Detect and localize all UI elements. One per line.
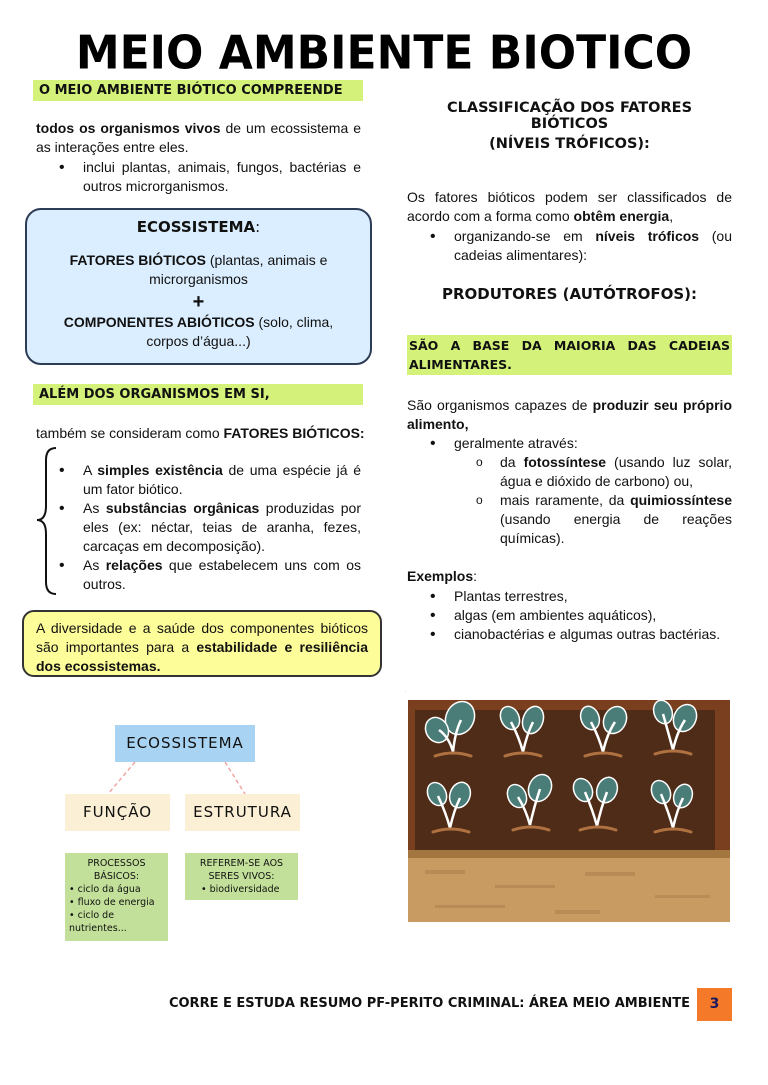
sub-bold: fotossíntese xyxy=(523,454,607,470)
curly-brace-icon xyxy=(34,446,60,596)
classification-heading: CLASSIFICAÇÃO DOS FATORES BIÓTICOS xyxy=(446,100,693,132)
diagram-root: ECOSSISTEMA xyxy=(115,725,255,762)
producers-bold: produzir seu próprio alimento, xyxy=(407,397,732,432)
list-item xyxy=(500,491,732,548)
abiotic-components-rest: (solo, clima, corpos d’água...) xyxy=(146,314,334,349)
processes-list xyxy=(500,453,732,548)
diagram-processes-title: PROCESSOS BÁSICOS: xyxy=(87,858,146,882)
bullet-post: (ou cadeias alimentares): xyxy=(454,228,732,263)
list-item xyxy=(83,461,361,499)
process-item: fluxo de energia xyxy=(77,897,155,908)
factor-post: que estabelecem uns com os outros. xyxy=(83,557,361,592)
factor-post: produzidas por eles (ex: néctar, teias de aranha, fezes, carcaças em decomposição). xyxy=(83,500,361,554)
considered-bold: FATORES BIÓTICOS: xyxy=(223,425,365,441)
sub-post: (usando energia de reações químicas). xyxy=(500,511,732,546)
biotic-factors-line xyxy=(67,251,330,289)
producers-paragraph xyxy=(407,396,732,434)
intro-paragraph xyxy=(36,119,361,157)
examples-list xyxy=(454,587,732,644)
sub-pre: da xyxy=(500,454,524,470)
diagram-processes-box xyxy=(65,853,168,941)
abiotic-components-line xyxy=(41,313,356,351)
classification-paragraph xyxy=(407,188,732,226)
para-pre: Os fatores bióticos podem ser classificados de acordo com a forma como xyxy=(407,189,732,224)
ecosystem-title-text: ECOSSISTEMA xyxy=(136,218,256,236)
considered-pre: também se consideram como xyxy=(36,425,224,441)
diagram-processes-list xyxy=(69,883,164,935)
list-item: • Plantas terrestres, xyxy=(454,587,732,606)
list-item: • ciclo de nutrientes... xyxy=(69,910,127,934)
factor-post: de uma espécie já é um fator biótico. xyxy=(83,462,361,497)
factor-bold: relações xyxy=(105,557,163,573)
page-title: MEIO AMBIENTE BIOTICO xyxy=(75,26,693,81)
through-list xyxy=(454,434,732,453)
classification-subheading: (NÍVEIS TRÓFICOS): xyxy=(489,136,650,152)
biotic-factors-bold: FATORES BIÓTICOS xyxy=(69,252,206,268)
garden-bed-illustration xyxy=(405,690,735,925)
sub-pre: mais raramente, da xyxy=(500,492,631,508)
bullet-bold: níveis tróficos xyxy=(595,228,700,244)
abiotic-components-bold: COMPONENTES ABIÓTICOS xyxy=(63,314,255,330)
factor-pre: As xyxy=(83,557,106,573)
ecosystem-box-title xyxy=(27,218,370,237)
para-post: , xyxy=(669,208,674,224)
producers-highlight-text: SÃO A BASE DA MAIORIA DAS CADEIAS ALIMENTARES. xyxy=(409,338,730,372)
diversity-callout xyxy=(22,610,382,677)
biotic-factors-list xyxy=(83,461,361,594)
intro-rest: de um ecossistema e as interações entre eles. xyxy=(36,120,362,155)
list-item: • biodiversidade xyxy=(201,884,280,895)
ecosystem-box xyxy=(25,208,372,365)
list-item: • ciclo da água xyxy=(69,884,141,895)
plus-sign: + xyxy=(192,291,205,313)
list-item: • inclui plantas, animais, fungos, bactérias e outros microrganismos. xyxy=(83,158,361,196)
process-item: ciclo de nutrientes... xyxy=(69,910,127,934)
ecosystem-diagram xyxy=(60,720,310,950)
sub-post: (usando luz solar, água e dióxido de carbono) ou, xyxy=(500,454,732,489)
sub-bold: quimiossíntese xyxy=(630,492,732,508)
section-heading-beyond: ALÉM DOS ORGANISMOS EM SI, xyxy=(33,384,363,405)
intro-list xyxy=(83,158,361,196)
producers-highlight xyxy=(407,335,732,375)
examples-colon: : xyxy=(473,568,478,584)
biotic-factors-rest: (plantas, animais e microrganismos xyxy=(149,252,328,287)
list-item xyxy=(500,453,732,491)
list-item: • cianobactérias e algumas outras bactérias. xyxy=(454,625,732,644)
intro-bold: todos os organismos vivos xyxy=(36,120,221,136)
diagram-function: FUNÇÃO xyxy=(65,794,170,831)
factor-pre: A xyxy=(83,462,98,478)
diagram-beings-box xyxy=(185,853,298,900)
producers-pre: São organismos capazes de xyxy=(407,397,593,413)
list-item xyxy=(83,499,361,556)
list-item xyxy=(454,227,732,265)
factor-bold: simples existência xyxy=(97,462,223,478)
process-item: ciclo da água xyxy=(77,884,141,895)
classification-list xyxy=(454,227,732,265)
footer-text: CORRE E ESTUDA RESUMO PF-PERITO CRIMINAL: ÁREA MEIO AMBIENTE xyxy=(168,996,690,1011)
factor-bold: substâncias orgânicas xyxy=(105,500,260,516)
para-bold: obtêm energia xyxy=(573,208,670,224)
producers-heading: PRODUTORES (AUTÓTROFOS): xyxy=(441,285,698,303)
beings-item: biodiversidade xyxy=(209,884,280,895)
diagram-structure: ESTRUTURA xyxy=(185,794,300,831)
diagram-beings-title: REFEREM-SE AOS SERES VIVOS: xyxy=(199,858,284,882)
page-number: 3 xyxy=(697,988,732,1021)
examples-label-bold: Exemplos xyxy=(407,568,474,584)
bullet-pre: organizando-se em xyxy=(454,228,596,244)
list-item: • algas (em ambientes aquáticos), xyxy=(454,606,732,625)
ecosystem-title-colon: : xyxy=(255,218,261,236)
callout-bold: estabilidade e resiliência dos ecossistemas. xyxy=(36,639,368,674)
examples-label xyxy=(407,567,732,586)
callout-pre: A diversidade e a saúde dos componentes bióticos são importantes para a xyxy=(36,620,368,655)
list-item: • geralmente através: xyxy=(454,434,732,453)
section-heading-biotic: O MEIO AMBIENTE BIÓTICO COMPREENDE xyxy=(33,80,363,101)
factor-pre: As xyxy=(83,500,106,516)
list-item: • fluxo de energia xyxy=(69,897,155,908)
list-item xyxy=(83,556,361,594)
considered-line xyxy=(36,424,366,443)
